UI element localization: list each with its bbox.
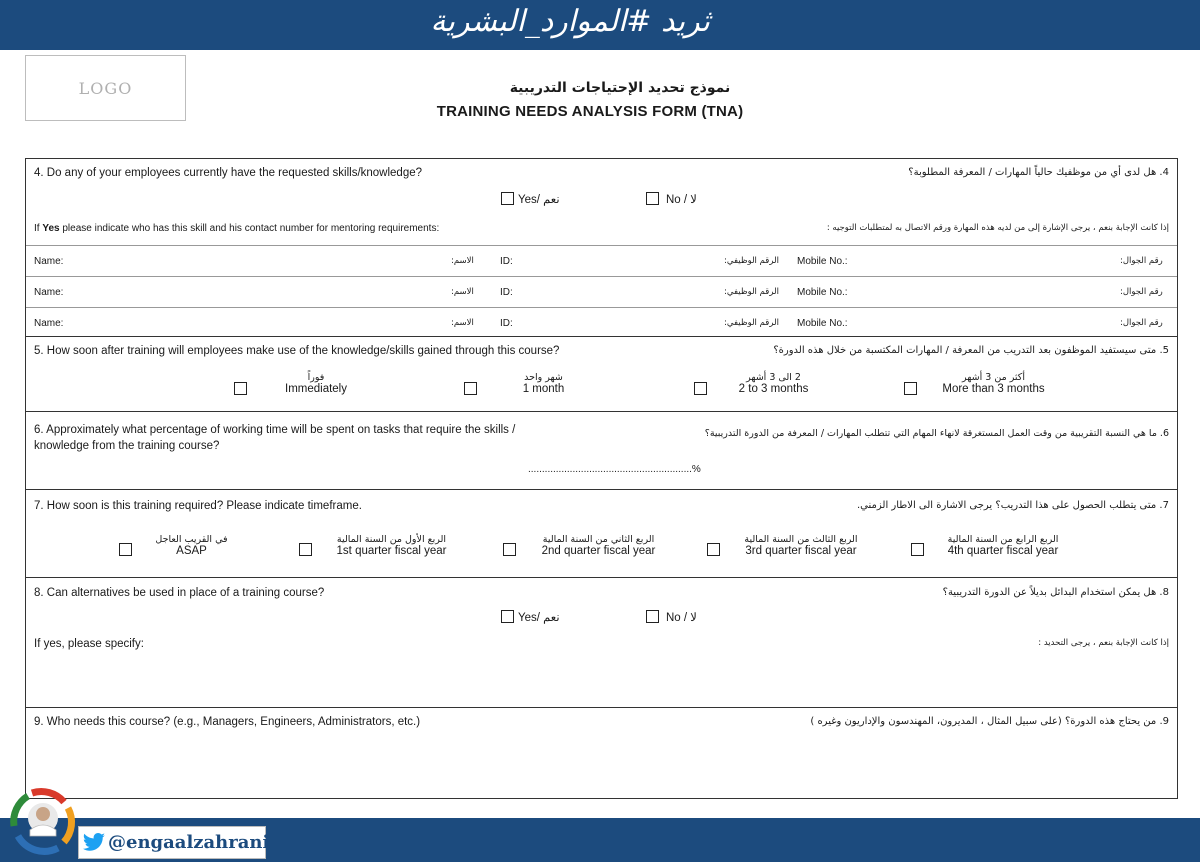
q4-yes-checkbox[interactable] xyxy=(501,192,514,205)
divider xyxy=(26,307,1177,308)
question-7-section xyxy=(26,489,1177,577)
q7-q4-checkbox[interactable] xyxy=(911,543,924,556)
author-avatar xyxy=(6,780,80,858)
q4-no-label: No / لا xyxy=(666,194,697,206)
q8-specify-label: If yes, please specify: xyxy=(34,638,144,650)
question-9-text: 9. Who needs this course? (e.g., Managers, Engineers, Administrators, etc.) xyxy=(34,716,421,728)
q7-asap-label: في القريب العاجل ASAP xyxy=(155,534,228,557)
tna-form xyxy=(25,158,1178,799)
q5-1-month-checkbox[interactable] xyxy=(464,382,477,395)
question-9-text-arabic: 9. من يحتاج هذه الدورة؟ (على سبيل المثال ، المديرون، المهندسون والإداريون وغيره ) xyxy=(810,716,1169,727)
contact-id-label: ID: xyxy=(500,318,513,329)
form-title-arabic: نموذج تحديد الإحتياجات التدريبية xyxy=(509,80,731,96)
question-9-section xyxy=(26,707,1177,800)
question-8-section xyxy=(26,577,1177,707)
q7-asap-checkbox[interactable] xyxy=(119,543,132,556)
question-5-text-arabic: 5. متى سيستفيد الموظفون بعد التدريب من المعرفة / المهارات المكتسبة من خلال هذه الدورة؟ xyxy=(773,345,1169,356)
contact-mobile-label-arabic: رقم الجوال: xyxy=(1120,287,1163,297)
q5-more-3-months-checkbox[interactable] xyxy=(904,382,917,395)
q7-q2-checkbox[interactable] xyxy=(503,543,516,556)
q5-immediately-label: فوراً Immediately xyxy=(285,372,347,395)
contact-id-label: ID: xyxy=(500,256,513,267)
contact-id-label-arabic: الرقم الوظيفي: xyxy=(724,256,779,266)
contact-mobile-label: Mobile No.: xyxy=(797,318,848,329)
question-4-text-arabic: 4. هل لدى أي من موظفيك حالياً المهارات / المعرفة المطلوبة؟ xyxy=(908,167,1169,178)
q5-more-3-months-label: أكثر من 3 أشهر More than 3 months xyxy=(942,372,1045,395)
q8-no-label: No / لا xyxy=(666,612,697,624)
question-7-text: 7. How soon is this training required? Please indicate timeframe. xyxy=(34,500,362,512)
contact-mobile-label-arabic: رقم الجوال: xyxy=(1120,256,1163,266)
contact-mobile-label-arabic: رقم الجوال: xyxy=(1120,318,1163,328)
q8-yes-label: Yes/ نعم xyxy=(518,612,560,624)
q5-1-month-label: شهر واحد 1 month xyxy=(522,372,565,395)
q4-mentoring-note: If Yes please indicate who has this skill and his contact number for mentoring requirements: xyxy=(34,223,440,234)
question-4-text: 4. Do any of your employees currently have the requested skills/knowledge? xyxy=(34,167,423,179)
question-6-section xyxy=(26,411,1177,489)
contact-name-label: Name: xyxy=(34,287,64,298)
question-5-section xyxy=(26,336,1177,411)
contact-id-label-arabic: الرقم الوظيفي: xyxy=(724,318,779,328)
question-4-section xyxy=(26,159,1177,336)
contact-name-label: Name: xyxy=(34,318,64,329)
q7-q3-checkbox[interactable] xyxy=(707,543,720,556)
q7-q3-label: الربع الثالث من السنة المالية 3rd quarter fiscal year xyxy=(744,534,858,557)
form-title-english: TRAINING NEEDS ANALYSIS FORM (TNA) xyxy=(436,103,744,120)
logo-placeholder: LOGO xyxy=(25,55,186,121)
q4-yes-label: Yes/ نعم xyxy=(518,194,560,206)
question-6-text: 6. Approximately what percentage of working time will be spent on tasks that require the skills / xyxy=(34,424,516,436)
q7-q1-checkbox[interactable] xyxy=(299,543,312,556)
q5-immediately-checkbox[interactable] xyxy=(234,382,247,395)
q5-2-3-months-label: 2 الى 3 أشهر 2 to 3 months xyxy=(738,372,809,395)
question-6-text-arabic: 6. ما هي النسبة التقريبية من وقت العمل المستغرقة لانهاء المهام التي تتطلب المهارات / المعرفة من الدورة التدريبية؟ xyxy=(704,428,1169,439)
q8-yes-checkbox[interactable] xyxy=(501,610,514,623)
divider xyxy=(26,276,1177,277)
q4-mentoring-note-arabic: إذا كانت الإجابة بنعم ، يرجى الإشارة إلى من لديه هذه المهارة ورقم الاتصال به لمتطلبات التوجيه : xyxy=(826,223,1169,233)
question-8-text: 8. Can alternatives be used in place of a training course? xyxy=(34,587,325,599)
q4-no-checkbox[interactable] xyxy=(646,192,659,205)
contact-name-label-arabic: الاسم: xyxy=(451,287,474,297)
contact-mobile-label: Mobile No.: xyxy=(797,256,848,267)
contact-mobile-label: Mobile No.: xyxy=(797,287,848,298)
q7-q2-label: الربع الثاني من السنة المالية 2nd quarter fiscal year xyxy=(541,534,656,557)
q8-no-checkbox[interactable] xyxy=(646,610,659,623)
q7-q4-label: الربع الرابع من السنة المالية 4th quarter fiscal year xyxy=(947,534,1059,557)
divider xyxy=(26,245,1177,246)
q6-percentage-field[interactable]: ...........................................................% xyxy=(528,464,701,475)
contact-id-label: ID: xyxy=(500,287,513,298)
contact-name-label-arabic: الاسم: xyxy=(451,256,474,266)
contact-name-label-arabic: الاسم: xyxy=(451,318,474,328)
q7-q1-label: الربع الأول من السنة المالية 1st quarter fiscal year xyxy=(336,534,447,557)
question-8-text-arabic: 8. هل يمكن استخدام البدائل بديلاً عن الدورة التدريبية؟ xyxy=(942,587,1169,598)
banner-title: ثريد #الموارد_البشرية xyxy=(430,4,710,39)
contact-id-label-arabic: الرقم الوظيفي: xyxy=(724,287,779,297)
question-5-text: 5. How soon after training will employees make use of the knowledge/skills gained through this course? xyxy=(34,345,560,357)
twitter-bird-icon xyxy=(82,831,106,853)
q8-specify-label-arabic: إذا كانت الإجابة بنعم ، يرجى التحديد : xyxy=(1038,638,1169,648)
contact-name-label: Name: xyxy=(34,256,64,267)
question-6-text-line-2: knowledge from the training course? xyxy=(34,440,220,452)
question-7-text-arabic: 7. متى يتطلب الحصول على هذا التدريب؟ يرجى الاشارة الى الاطار الزمني. xyxy=(857,500,1169,511)
author-handle[interactable]: @engaalzahrani xyxy=(108,832,270,853)
q5-2-3-months-checkbox[interactable] xyxy=(694,382,707,395)
